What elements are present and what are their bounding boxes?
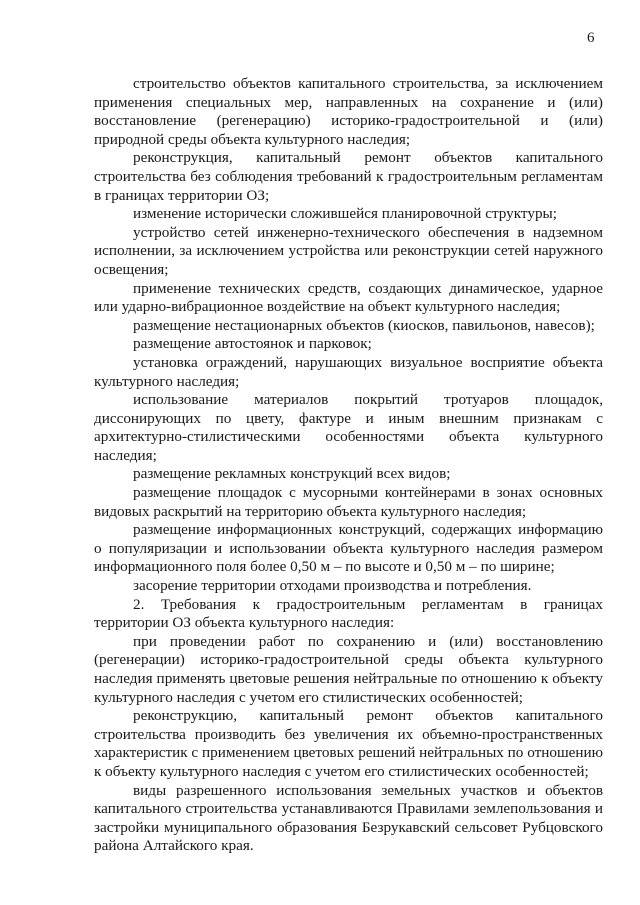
paragraph: виды разрешенного использования земельных участков и объектов капитального строительства устанавливаются Правилами землепользования и застройки муниципального образования Безрукавский сельсовет Рубцовского района Алтайского края. [94,781,603,855]
body-text [94,75,603,856]
paragraph: при проведении работ по сохранению и (или) восстановлению (регенерации) историко-градостроительной среды объекта культурного наследия применять цветовые решения нейтральные по отношению к объекту культурного наследия с учетом его стилистических особенностей; [94,632,603,706]
paragraph: размещение площадок с мусорными контейнерами в зонах основных видовых раскрытий на территорию объекта культурного наследия; [94,484,603,520]
paragraph: размещение автостоянок и парковок; [133,335,372,353]
paragraph: строительство объектов капитального строительства, за исключением применения специальных мер, направленных на сохранение и (или) восстановление (регенерацию) историко-градостроительной и (или) природной среды объекта культурного наследия; [94,75,603,148]
paragraph: установка ограждений, нарушающих визуальное восприятие объекта культурного наследия; [94,353,603,390]
paragraph: изменение исторически сложившейся планировочной структуры; [133,205,557,223]
paragraph: размещение информационных конструкций, содержащих информацию о популяризации и использовании объекта культурного наследия размером информационного поля более 0,50 м – по высоте и 0,50 м – по ширине; [94,521,603,576]
paragraph: размещение нестационарных объектов (киосков, павильонов, навесов); [133,316,595,334]
paragraph: реконструкция, капитальный ремонт объектов капитального строительства без соблюдения требований к градостроительным регламентам в границах территории ОЗ; [94,149,603,204]
paragraph: устройство сетей инженерно-технического обеспечения в надземном исполнении, за исключением устройства или реконструкции сетей наружного освещения; [94,223,603,278]
paragraph: реконструкцию, капитальный ремонт объектов капитального строительства производить без увеличения их объемно-пространственных характеристик с применением цветовых решений нейтральных по отношению к объекту культурного наследия с учетом его стилистических особенностей; [94,707,603,780]
paragraph: размещение рекламных конструкций всех видов; [133,465,451,483]
paragraph: использование материалов покрытий тротуаров площадок, диссонирующих по цвету, фактуре и иным внешним признакам с архитектурно-стилистическими особенностями объекта культурного наследия; [94,391,603,464]
page-number: 6 [587,30,595,46]
paragraph: засорение территории отходами производства и потребления. [133,577,532,595]
section-heading-paragraph: 2. Требования к градостроительным регламентам в границах территории ОЗ объекта культурного наследия: [94,595,603,632]
paragraph: применение технических средств, создающих динамическое, ударное или ударно-вибрационное воздействие на объект культурного наследия; [94,279,603,316]
